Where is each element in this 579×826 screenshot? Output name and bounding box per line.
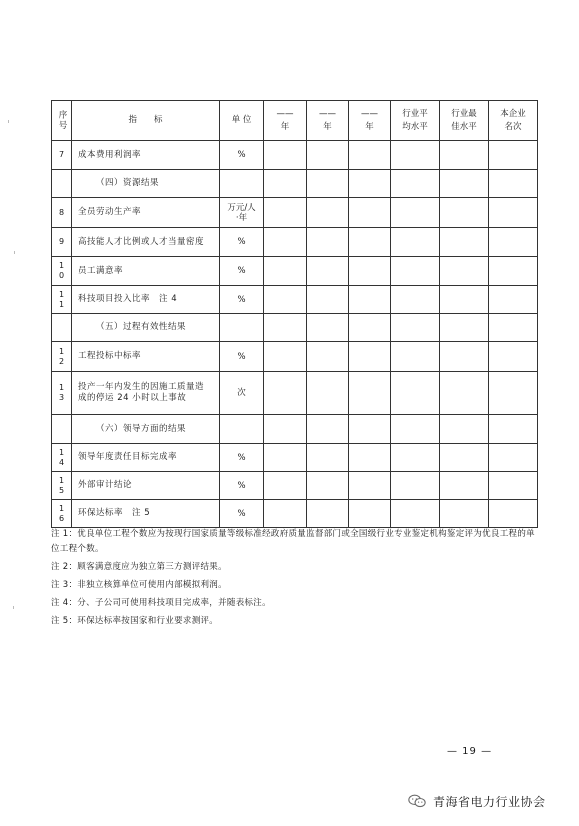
row-seq: 15 [52,472,72,500]
value-cell [264,444,307,472]
row-seq: 13 [52,372,72,415]
table-row [52,500,538,528]
value-cell [440,286,489,314]
section-title: （四）资源结果 [72,170,220,198]
value-cell [489,170,538,198]
value-cell [489,415,538,444]
table-notes [51,527,537,632]
wechat-icon [407,794,427,808]
row-indicator: 外部审计结论 [72,472,220,500]
value-cell [440,314,489,342]
value-cell [349,342,391,372]
row-indicator: 领导年度责任目标完成率 [72,444,220,472]
value-cell [307,141,349,170]
value-cell [489,342,538,372]
value-cell [391,444,440,472]
value-cell [264,372,307,415]
note-3: 注 3：非独立核算单位可使用内部模拟利润。 [51,580,227,590]
value-cell [264,472,307,500]
value-cell [391,342,440,372]
row-unit: % [220,472,264,500]
value-cell [349,314,391,342]
table-row [52,141,538,170]
section-row [52,415,538,444]
value-cell [440,141,489,170]
header-company-rank: 本企业名次 [489,101,538,141]
row-indicator: 全员劳动生产率 [72,198,220,228]
row-indicator: 成本费用利润率 [72,141,220,170]
table-row [52,228,538,257]
row-indicator: 工程投标中标率 [72,342,220,372]
org-name: 青海省电力行业协会 [433,794,546,809]
row-seq: 16 [52,500,72,528]
value-cell [349,170,391,198]
value-cell [307,500,349,528]
scan-mark [8,120,9,123]
value-cell [307,342,349,372]
section-row [52,314,538,342]
value-cell [489,472,538,500]
value-cell [391,472,440,500]
scan-mark [14,251,15,254]
value-cell [349,141,391,170]
row-unit: % [220,500,264,528]
row-indicator: 环保达标率 注 5 [72,500,220,528]
row-unit [220,415,264,444]
value-cell [349,372,391,415]
value-cell [307,286,349,314]
note-1: 注 1：优良单位工程个数应为按现行国家质量等级标准经政府质量监督部门或全国级行业专业鉴定机构鉴定评为优良工程的单位工程个数。 [51,529,535,554]
value-cell [307,257,349,286]
value-cell [489,372,538,415]
row-seq: 14 [52,444,72,472]
section-row [52,170,538,198]
value-cell [349,198,391,228]
row-unit: % [220,444,264,472]
value-cell [264,141,307,170]
table-row [52,342,538,372]
row-seq [52,314,72,342]
row-unit: % [220,342,264,372]
value-cell [391,198,440,228]
table-row [52,472,538,500]
header-unit: 单 位 [220,101,264,141]
value-cell [307,472,349,500]
row-seq: 9 [52,228,72,257]
row-unit: % [220,228,264,257]
row-indicator: 科技项目投入比率 注 4 [72,286,220,314]
value-cell [349,500,391,528]
value-cell [264,342,307,372]
value-cell [264,228,307,257]
table-row [52,444,538,472]
value-cell [391,314,440,342]
row-seq: 10 [52,257,72,286]
value-cell [489,444,538,472]
value-cell [391,257,440,286]
value-cell [440,228,489,257]
value-cell [440,372,489,415]
note-5: 注 5：环保达标率按国家和行业要求测评。 [51,616,219,626]
table-row [52,198,538,228]
page-number: — 19 — [447,746,493,757]
value-cell [391,500,440,528]
section-title: （六）领导方面的结果 [72,415,220,444]
value-cell [264,170,307,198]
table-row [52,286,538,314]
row-seq: 12 [52,342,72,372]
header-seq: 序号 [52,101,72,141]
header-year-3: ——年 [349,101,391,141]
scan-mark [13,606,14,609]
value-cell [391,415,440,444]
value-cell [307,170,349,198]
value-cell [307,372,349,415]
value-cell [489,141,538,170]
value-cell [307,228,349,257]
value-cell [349,286,391,314]
section-title: （五）过程有效性结果 [72,314,220,342]
value-cell [440,198,489,228]
table-header-row [52,101,538,141]
row-unit [220,170,264,198]
value-cell [264,415,307,444]
value-cell [349,228,391,257]
header-industry-avg: 行业平均水平 [391,101,440,141]
value-cell [440,415,489,444]
indicator-table [51,100,538,528]
value-cell [489,314,538,342]
value-cell [307,444,349,472]
value-cell [440,257,489,286]
value-cell [489,500,538,528]
row-unit: % [220,286,264,314]
row-seq [52,415,72,444]
value-cell [307,314,349,342]
row-seq: 8 [52,198,72,228]
value-cell [440,472,489,500]
value-cell [264,500,307,528]
value-cell [264,286,307,314]
row-seq: 7 [52,141,72,170]
table-row [52,372,538,415]
value-cell [489,286,538,314]
row-unit: 万元/人·年 [220,198,264,228]
value-cell [440,444,489,472]
row-seq: 11 [52,286,72,314]
value-cell [349,257,391,286]
row-unit: % [220,257,264,286]
value-cell [349,444,391,472]
table-row [52,257,538,286]
row-seq [52,170,72,198]
value-cell [349,415,391,444]
row-indicator: 员工满意率 [72,257,220,286]
value-cell [391,141,440,170]
header-indicator: 指 标 [72,101,220,141]
value-cell [264,257,307,286]
note-2: 注 2：顾客满意度应为独立第三方测评结果。 [51,562,227,572]
value-cell [489,198,538,228]
row-indicator: 投产一年内发生的因施工质量造成的停运 24 小时以上事故 [72,372,220,415]
value-cell [391,286,440,314]
footer-watermark [407,793,546,809]
value-cell [391,170,440,198]
value-cell [349,472,391,500]
value-cell [440,500,489,528]
value-cell [489,228,538,257]
value-cell [440,342,489,372]
row-unit [220,314,264,342]
value-cell [440,170,489,198]
value-cell [391,372,440,415]
header-year-2: ——年 [307,101,349,141]
note-4: 注 4：分、子公司可使用科技项目完成率，并随表标注。 [51,598,271,608]
value-cell [264,198,307,228]
header-year-1: ——年 [264,101,307,141]
value-cell [264,314,307,342]
row-unit: 次 [220,372,264,415]
value-cell [391,228,440,257]
row-unit: % [220,141,264,170]
row-indicator: 高技能人才比例或人才当量密度 [72,228,220,257]
value-cell [307,198,349,228]
header-industry-best: 行业最佳水平 [440,101,489,141]
value-cell [489,257,538,286]
value-cell [307,415,349,444]
